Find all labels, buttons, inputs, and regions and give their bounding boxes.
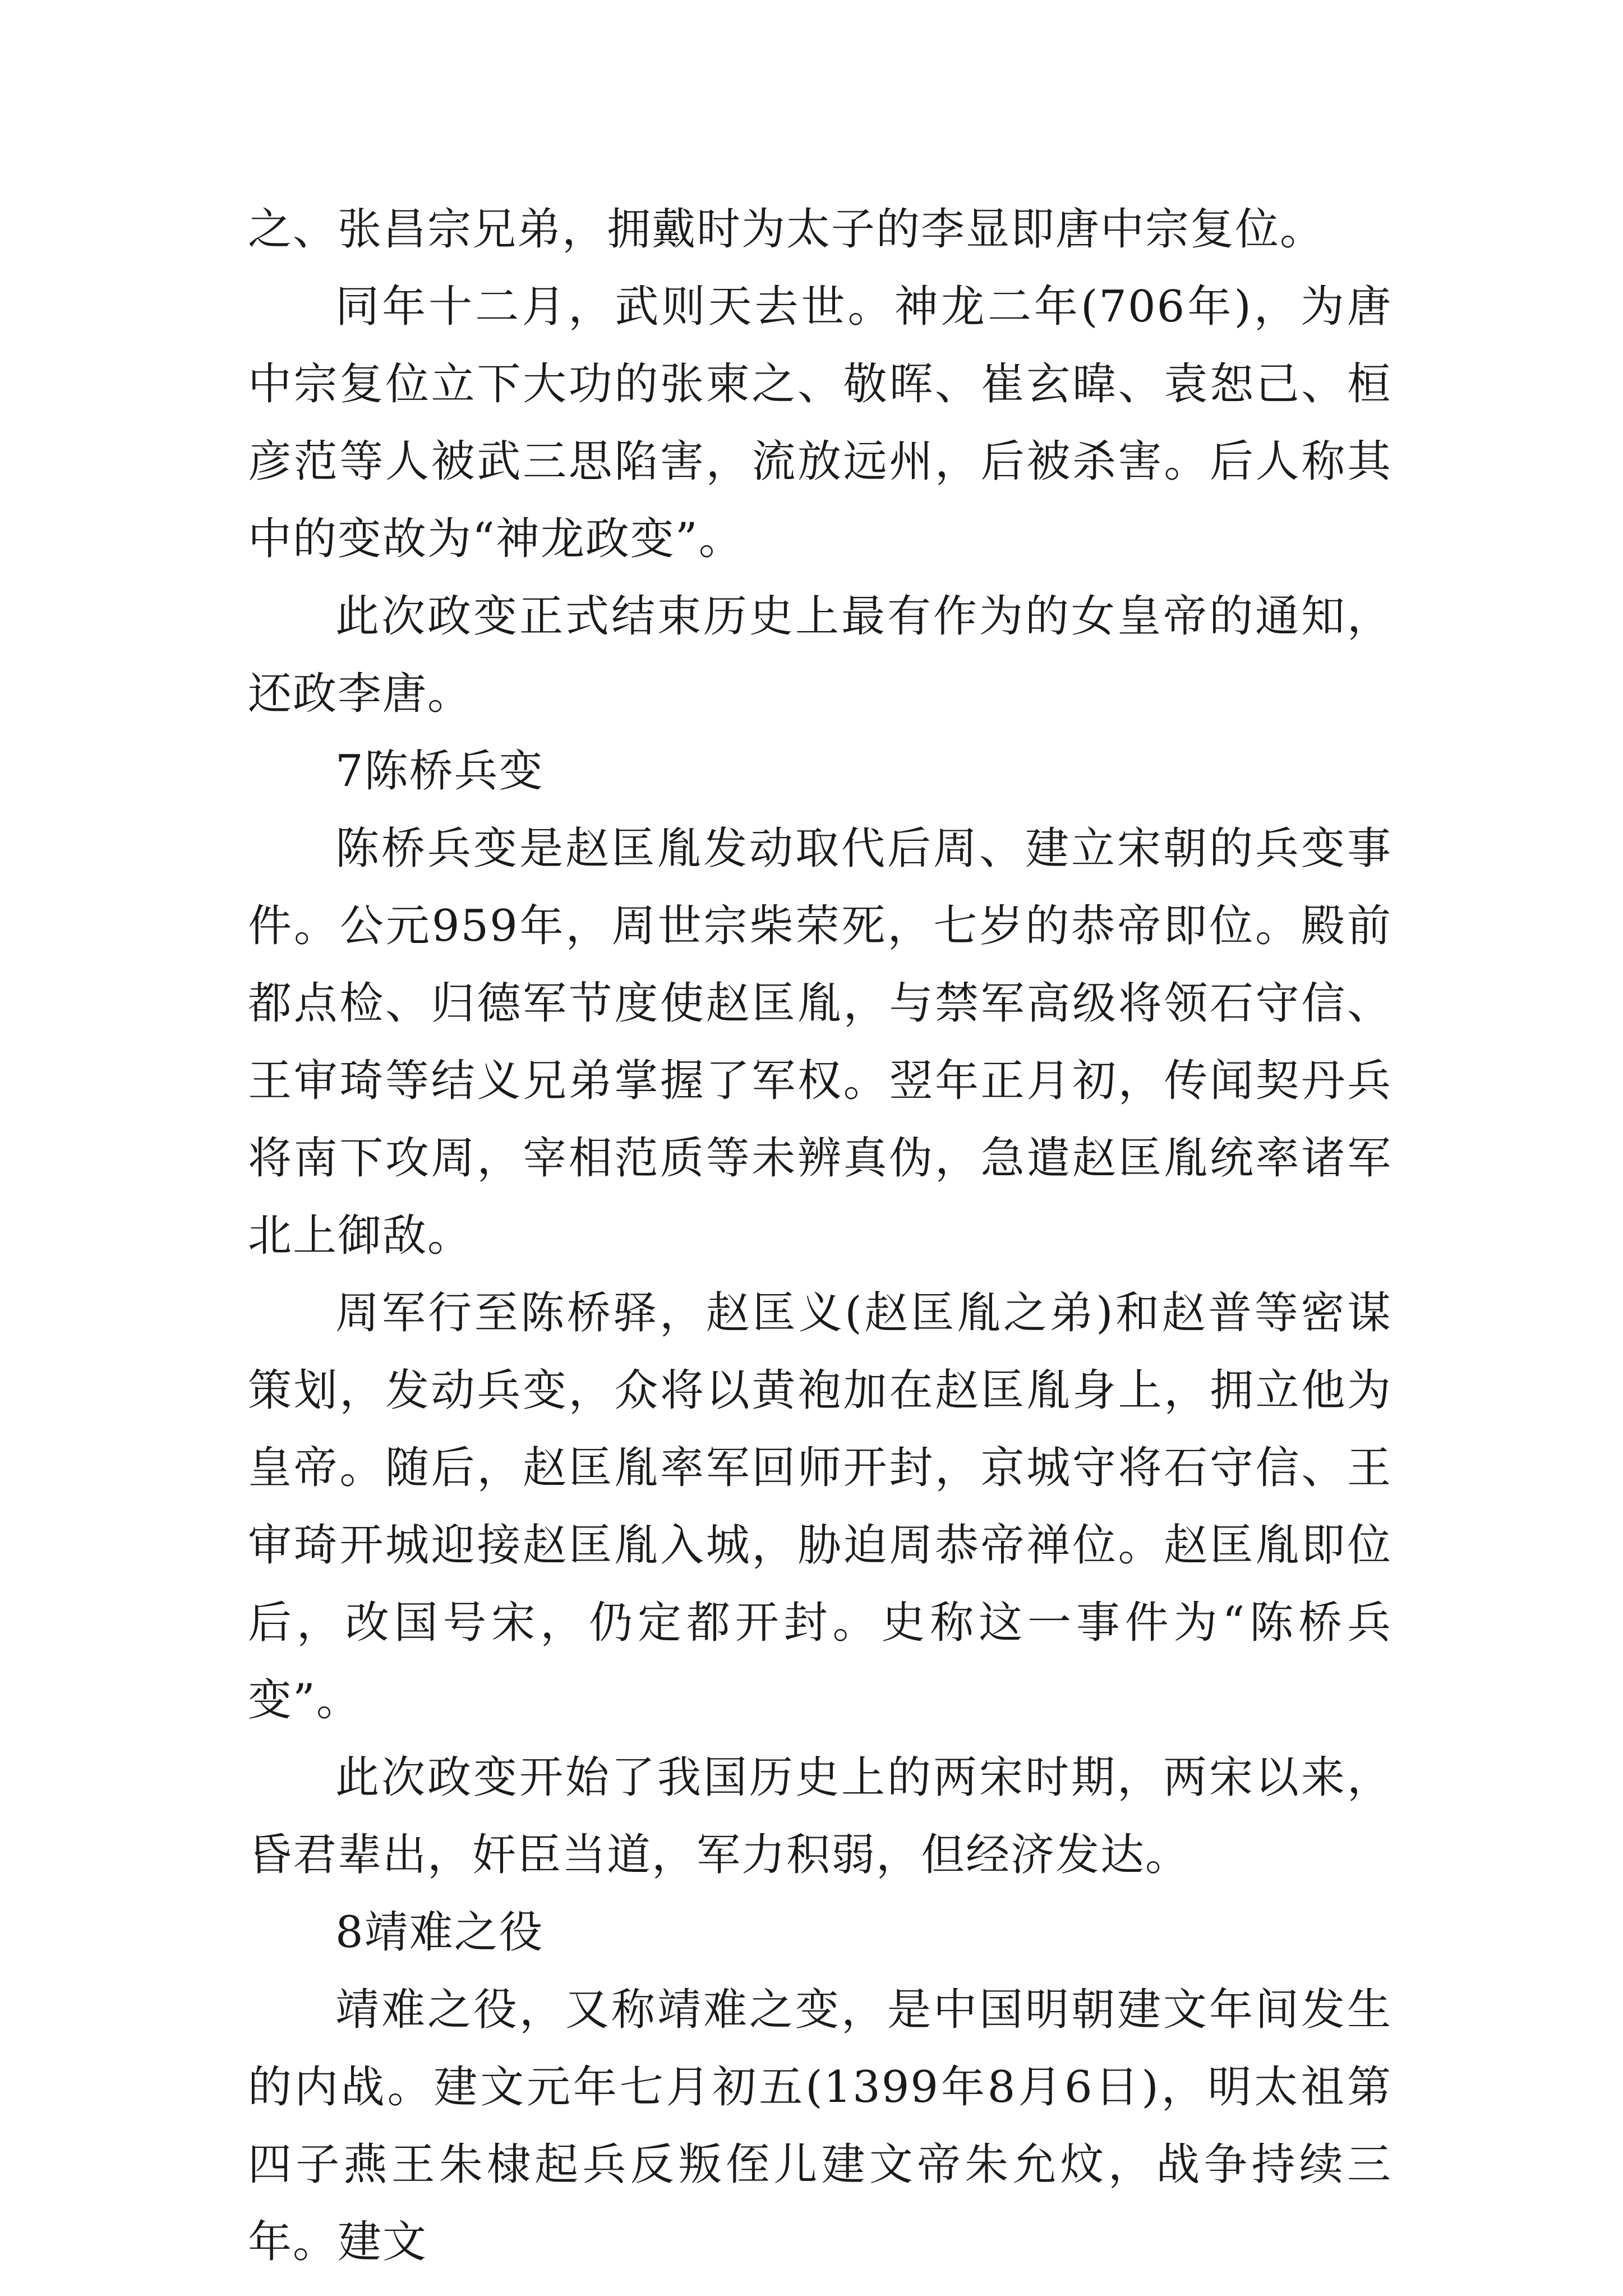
paragraph: 此次政变正式结束历史上最有作为的女皇帝的通知，还政李唐。: [248, 591, 1392, 719]
paragraph: 陈桥兵变是赵匡胤发动取代后周、建立宋朝的兵变事件。公元959年，周世宗柴荣死，七岁的恭帝即位。殿前都点检、归德军节度使赵匡胤，与禁军高级将领石守信、王审琦等结义兄弟掌握了军权。翌年正月初，传闻契丹兵将南下攻周，宰相范质等未辨真伪，急遣赵匡胤统率诸军北上御敌。: [248, 823, 1392, 1261]
paragraph: 同年十二月，武则天去世。神龙二年(706年)，为唐中宗复位立下大功的张柬之、敬晖、崔玄暐、袁恕己、桓彦范等人被武三思陷害，流放远州，后被杀害。后人称其中的变故为“神龙政变”。: [248, 282, 1392, 564]
section-heading: 8靖难之役: [335, 1907, 544, 1958]
section-heading: 7陈桥兵变: [335, 746, 544, 797]
paragraph-continuation: 之、张昌宗兄弟，拥戴时为太子的李显即唐中宗复位。: [248, 204, 1325, 255]
paragraph: 周军行至陈桥驿，赵匡义(赵匡胤之弟)和赵普等密谋策划，发动兵变，众将以黄袍加在赵匡胤身上，拥立他为皇帝。随后，赵匡胤率军回师开封，京城守将石守信、王审琦开城迎接赵匡胤入城，胁迫周恭帝禅位。赵匡胤即位后，改国号宋，仍定都开封。史称这一事件为“陈桥兵变”。: [248, 1288, 1392, 1726]
document-body: [248, 191, 1392, 2281]
paragraph: 此次政变开始了我国历史上的两宋时期，两宋以来，昏君辈出，奸臣当道，军力积弱，但经济发达。: [248, 1752, 1392, 1880]
paragraph: 靖难之役，又称靖难之变，是中国明朝建文年间发生的内战。建文元年七月初五(1399年8月6日)，明太祖第四子燕王朱棣起兵反叛侄儿建文帝朱允炆，战争持续三年。建文: [248, 1985, 1392, 2267]
